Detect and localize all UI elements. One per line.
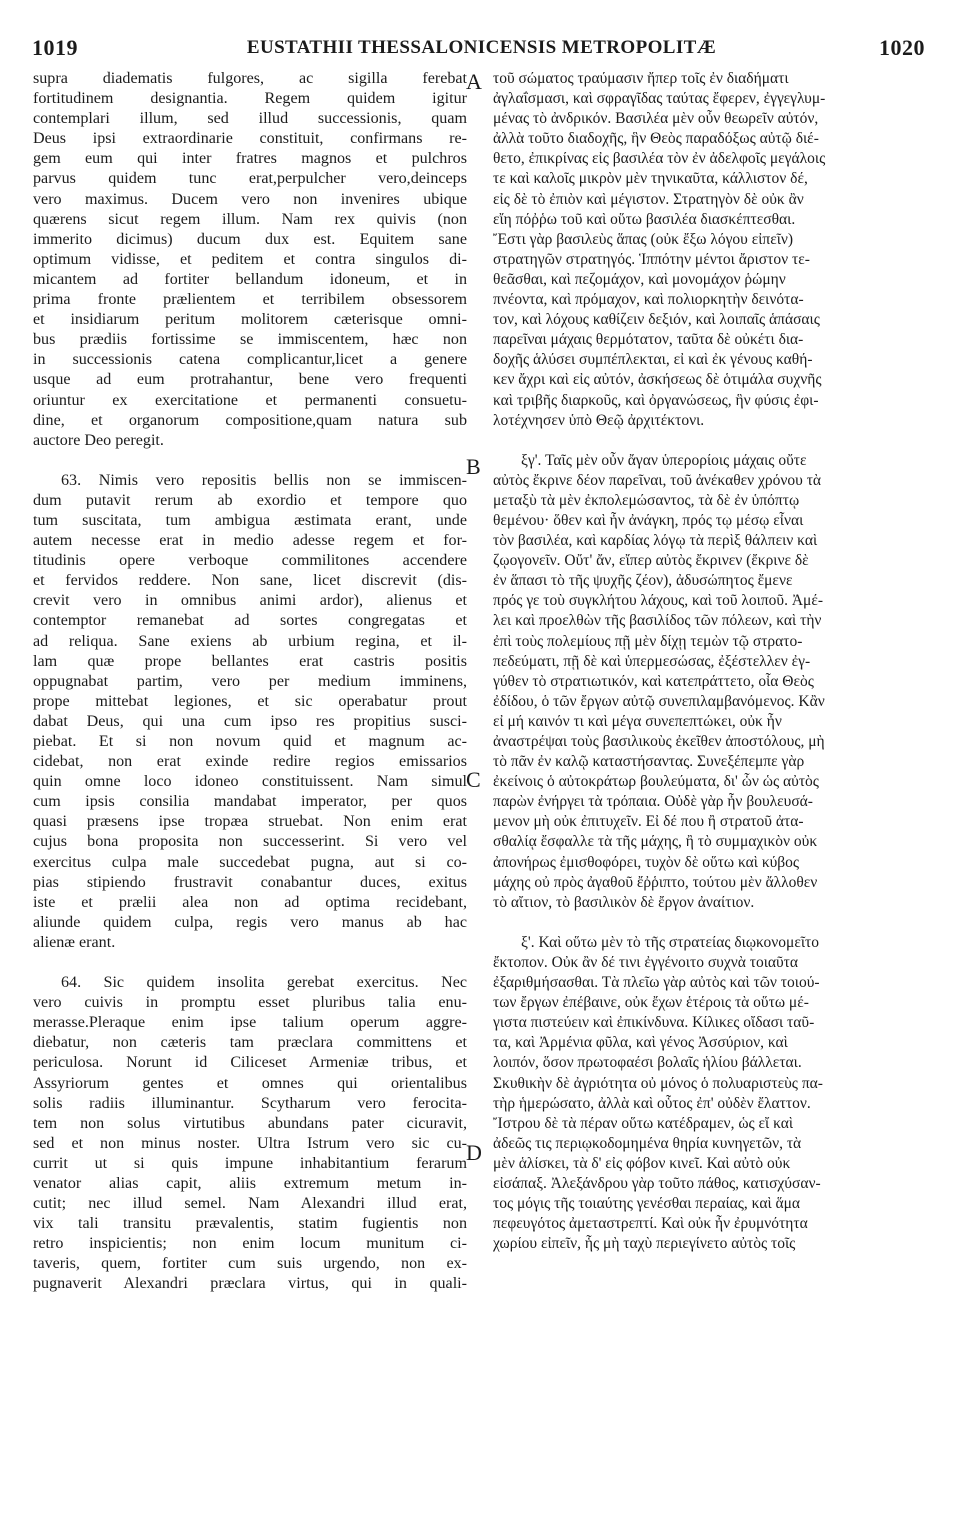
text-line: ἀπονήρως ἐμισθοφόρει, τυχὸν δὲ οὕτω καὶ κύβος: [493, 853, 800, 871]
text-line: 64. Sic quidem insolita gerebat exercitus. Nec: [61, 974, 467, 992]
margin-marker-d: D: [466, 1140, 482, 1165]
text-line: merasse.Pleraque enim ipse talium operum aggre-: [33, 1014, 467, 1032]
text-line: τος μόγις τῆς τοιαύτης γενέσθαι περαίας, καὶ ἅμα: [493, 1195, 801, 1213]
text-line: ξγ'. Ταῖς μὲν οὖν ἄγαν ὑπερορίοις μάχαις οὔτε: [521, 451, 807, 469]
text-line: θεᾶσθαι, καὶ πεζομάχον, καὶ μονομάχον ῥώμην: [493, 270, 786, 288]
text-line: quærens sicut regem illum. Nam rex quivis (non: [33, 210, 467, 228]
text-line: dum putavit rerum ab exordio et tempore quo: [33, 491, 467, 509]
text-line: immerito dicimus) ducum dux est. Equitem sane: [33, 230, 467, 248]
text-line: εἴη πόῤῥω τοῦ καὶ οὕτω βασιλέα διασκέπτεσθαι.: [493, 210, 796, 228]
text-line: 63. Nimis vero repositis bellis non se immiscen-: [61, 471, 467, 489]
text-line: bus prædiis fortissime se immiscentem, hæc non: [33, 331, 467, 349]
text-line: εἰ μή καινόν τι καὶ μέγα συνεπεπτώκει, οὐκ ἦν: [493, 712, 782, 730]
paragraph-gap: [493, 913, 927, 933]
text-line: μεταξὺ τὰ μὲν ἐκπολεμώσαντος, τὰ δὲ ἐν ὑπόπτῳ: [493, 491, 800, 509]
text-line: aliunde quidem culpa, regis vero manus ab hac: [33, 913, 467, 931]
running-title: EUSTATHII THESSALONICENSIS METROPOLITÆ: [246, 37, 717, 58]
text-line: μένας τὸ ἀνδρικόν. Βασιλέα μὲν οὖν θεωρεῖν αὐτόν,: [493, 110, 819, 128]
text-line: et insidiarum peritum molitorem cæterisque omni-: [33, 311, 467, 329]
text-line: καὶ τριβῆς διαρκοῦς, καὶ ὀργανώσεως, ἣν φύσις ἐφι-: [493, 391, 819, 409]
text-line: ad reliqua. Sane exiens ab urbium regina, et il-: [33, 632, 467, 650]
greek-column: [493, 69, 927, 1254]
text-line: pugnaverit Alexandri præclara virtus, qui in quali-: [33, 1275, 467, 1293]
text-line: exercitus culpa male succedebat pugna, aut si co-: [33, 853, 467, 871]
text-line: Ἴστρου δὲ τὰ πέραν οὕτω κατέδραμεν, ὡς εἴ καὶ: [493, 1114, 794, 1132]
text-line: iste et prælii alea non ad optima recidebant,: [33, 893, 467, 911]
text-line: parvus quidem tunc erat,perpulcher vero,deinceps: [33, 170, 467, 188]
text-line: cum ipsis consilia mandabat imperator, per quos: [33, 793, 467, 811]
latin-paragraph: [33, 973, 467, 1295]
text-line: solis radiis illuminantur. Scytharum vero ferocita-: [33, 1094, 467, 1112]
text-line: tem non solus virtutibus abundans pater cicuravit,: [33, 1114, 467, 1132]
text-line: tum suscitata, tum ambigua æstimata erant, unde: [33, 511, 467, 529]
text-line: prope mittebat legiones, et sic operabatur prout: [33, 692, 467, 710]
text-line: λοτέχνησεν ὑπὸ Θεῷ ἀρχιτέκτονι.: [493, 411, 705, 429]
text-line: εἰσάπαξ. Ἀλεξάνδρου γὰρ τοῦτο πάθος, κατισχύσαν-: [493, 1174, 821, 1192]
text-line: cidebat, non erat exinde redire regios emissarios: [33, 753, 467, 771]
text-line: dabat Deus, qui una cum ipso res propitius susci-: [33, 712, 467, 730]
text-line: autem necesse erat in medio adesse regem et for-: [33, 532, 467, 550]
text-line: παρεῖναι μάχαις θερμότατον, ταῦτα δὲ οὐκέτι δια-: [493, 331, 804, 349]
text-line: γιστα πιστεύειν καὶ ἐπικίνδυνα. Κίλικες οἴδασι ταῦ-: [493, 1014, 815, 1032]
text-line: πνέοντα, καὶ πρόμαχον, καὶ πολιορκητὴν δεινότα-: [493, 291, 804, 309]
text-line: ἐξαριθμήσασθαι. Τὰ πλεῖω γὰρ αὐτὸς καὶ τῶν τοιού-: [493, 974, 820, 992]
text-line: supra diadematis fulgores, ac sigilla ferebat: [33, 70, 467, 87]
paragraph-gap: [493, 431, 927, 451]
text-line: ἐπὶ τοὺς πολεμίους πῇ μὲν δίχῃ τεμὼν τῷ στρατο-: [493, 632, 803, 650]
text-line: τὸ πᾶν ἐν καλῷ καταστήσαντας. Συνεξέπεμπε γὰρ: [493, 753, 805, 771]
text-line: alienæ erant.: [33, 933, 116, 951]
text-line: gem eum qui inter fratres magnos et pulchros: [33, 150, 467, 168]
text-line: μάχης οὐ πρὸς ἀγαθοῦ ἔῤῥιπτο, τούτου μὲν ἄλλοθεν: [493, 873, 818, 891]
text-line: δοχῆς ἁλύσει συμπέπλεκται, εἰ καὶ ἐκ γένους καθή-: [493, 351, 813, 369]
text-line: Ἔστι γὰρ βασιλεὺς ἅπας (οὐκ ἔξω λόγου εἰπεῖν): [493, 230, 794, 248]
text-line: θετο, ἐπικρίνας εἰς βασιλέα τὸν ἐν ἀδελφοῖς μεγάλοις: [493, 150, 826, 168]
text-line: παρὼν ἐνήργει τὰ τρόπαια. Οὐδὲ γὰρ ἦν βουλευσά-: [493, 793, 813, 811]
page-number-left: 1019: [32, 35, 78, 60]
page-number-right: 1020: [879, 35, 925, 60]
text-line: τον, καὶ λόχους καθίζειν δεξιόν, καὶ λοιπαῖς ἁπάσαις: [493, 311, 820, 329]
text-line: retro inspicientis; non enim locum munitum ci-: [33, 1235, 467, 1253]
text-line: quin omne loco idoneo constituissent. Nam simul: [33, 773, 467, 791]
text-line: micantem ad fortiter bellandum idoneum, et in: [33, 270, 467, 288]
text-line: ἀναστρέψαι τοὺς βασιλικοὺς ἐκεῖθεν ἀποστόλους, μὴ: [493, 733, 825, 750]
text-line: fortitudinem designantia. Regem quidem igitur: [33, 90, 467, 108]
margin-marker-c: C: [466, 767, 481, 792]
text-line: titudinis opere verboque commilitones accendere: [33, 552, 467, 570]
text-line: Assyriorum gentes et omnes qui orientalibus: [33, 1074, 467, 1092]
latin-paragraph: [33, 69, 467, 451]
text-line: κεν ἄχρι καὶ εἰς αὐτόν, ἀσκήσεως δὲ ὁτιμάλα συχνῆς: [493, 371, 822, 389]
text-line: et fervidos reddere. Non sane, licet discrevit (dis-: [33, 572, 467, 590]
text-line: periculosa. Norunt id Ciliceset Armeniæ tribus, et: [33, 1054, 467, 1072]
text-line: venator alias capit, aliis extremum metum in-: [33, 1174, 467, 1192]
text-line: quasi præsens ipse tropæa struebat. Non enim erat: [33, 813, 467, 831]
text-line: vero cuivis in promptu esset pluribus talia enu-: [33, 994, 467, 1012]
latin-paragraph: [33, 471, 467, 953]
text-line: πεφευγότος ἀμεταστρεπτί. Καὶ οὐκ ἦν ἐρυμνότητα: [493, 1215, 808, 1233]
text-line: πρός γε τοὺ συγκλήτου λάχους, καὶ τοῦ λοιποῦ. Ἀμέ-: [493, 592, 823, 610]
text-line: γύθεν τὸ στρατιωτικόν, καὶ κατεπράττετο, οἷα Θεὸς: [493, 672, 814, 690]
text-line: πεδεύματι, πῇ δὲ καὶ ὑπερμεσώσας, ἐξέστελλεν ἐγ-: [493, 652, 811, 670]
text-line: crevit vero in omnibus animi ardor), alienus et: [33, 592, 467, 610]
text-line: usque ad eum protrahantur, bene vero frequenti: [33, 371, 467, 389]
text-line: dine, et organorum compositione,quam natura sub: [33, 411, 467, 429]
paragraph-gap: [33, 451, 467, 471]
text-line: cujus bona proposita non successerint. Si vero vel: [33, 833, 467, 851]
text-line: contemplari illum, sed illud successionis, quam: [33, 110, 467, 128]
text-line: cutit; nec illud semel. Nam Alexandri illud erat,: [33, 1195, 467, 1213]
text-line: χωρίου εἰπεῖν, ἧς μὴ ταχὺ περιεγίνετο αὐτὸς τοῖς: [493, 1235, 796, 1253]
text-line: τὸν βασιλέα, καὶ καρδίας λόγῳ τὰ περὶξ θάλπειν καὶ: [493, 532, 818, 550]
text-line: τὸ αἴτιον, τὸ βασιλικὸν δὲ ἔργον ἀναίτιον.: [493, 893, 755, 911]
text-line: ἀγλαΐσμασι, καὶ σφραγῖδας ταύτας ἔφερεν, ἐγγεγλυμ-: [493, 90, 826, 108]
text-line: currit ut si quis impune inhabitantium ferarum: [33, 1154, 467, 1172]
greek-paragraph: [493, 933, 927, 1255]
text-line: ἐκείνοις ὁ αὐτοκράτωρ βουλεύματα, δι' ὧν ὡς αὐτὸς: [493, 773, 819, 791]
text-line: στρατηγῶν στρατηγός. Ἱππότην μέντοι ἄριστον τε-: [493, 250, 810, 268]
text-line: ἐν ἅπασι τὸ τῆς ψυχῆς ζέον), ἀδυσώπητος ἔμενε: [493, 572, 793, 590]
greek-paragraph: [493, 451, 927, 913]
text-line: ἀδεῶς τις περιῳκοδομημένα θηρία κυνηγετῶν, τὰ: [493, 1134, 802, 1152]
text-line: αὐτὸς ἔκρινε δέον παρεῖναι, τοῦ ἀνέκαθεν χρόνου τὰ: [493, 471, 822, 489]
text-line: vix tali transitu prævalentis, statim fugientis non: [33, 1215, 467, 1233]
text-line: μὲν ἁλίσκει, τὰ δ' εἰς φόβον κινεῖ. Καὶ αὐτὸ οὐκ: [493, 1154, 791, 1172]
text-line: vero maximus. Ducem vero non invenires ubique: [33, 190, 467, 208]
text-line: prima fronte prælientem et terribilem obsessorem: [33, 291, 467, 309]
paragraph-gap: [33, 953, 467, 973]
text-line: Σκυθικὴν δὲ ἀγριότητα οὐ μόνος ὁ πολυαριστεὺς πα-: [493, 1074, 823, 1092]
text-line: contemptor remanebat ad sortes congregatas et: [33, 612, 467, 630]
text-line: ἀλλὰ τοῦτο διαδοχῆς, ἣν Θεὸς παραδόξως αὐτῷ διέ-: [493, 130, 819, 148]
text-line: τε καὶ καλοῖς μικρὸν μὲν τηνικαῦτα, κάλλιστον δέ,: [493, 170, 808, 188]
text-line: diebatur, non cæteris tam præclara committens et: [33, 1034, 467, 1052]
page-header: [0, 32, 963, 68]
text-line: λοιπόν, ὅσον πρωτοφαέσι βολαῖς ἡλίου βάλλεται.: [493, 1054, 802, 1072]
margin-marker-a: A: [466, 69, 482, 94]
latin-column: [33, 69, 467, 1295]
text-line: ἐδίδου, ὁ τῶν ἔργων αὐτῷ συνεπιλαμβανόμενος. Κἂν: [493, 692, 825, 710]
text-line: oriuntur ex exercitatione et permanenti consuetu-: [33, 391, 467, 409]
text-line: optimum vidisse, et peditem et contra singulos di-: [33, 250, 467, 268]
text-line: sed et non minus noster. Ultra Istrum vero sic cu-: [33, 1134, 467, 1152]
text-line: εἰς δὲ τὸ ἐπιὸν καὶ μέγιστον. Στρατηγὸν δὲ οὐκ ἂν: [493, 190, 804, 208]
text-line: lam quæ prope bellantes erat castris positis: [33, 652, 467, 670]
text-line: θεμένου· ὅθεν καὶ ἦν ἀνάγκη, πρός τῳ μέσῳ εἶναι: [493, 511, 804, 529]
text-line: τὴρ ἡμερώσατο, ἀλλὰ καὶ οὗτος ἐπ' οὐδὲν ἔλαττον.: [493, 1094, 811, 1112]
text-line: λει καὶ προελθὼν τῆς βασιλίδος τῶν πόλεων, καὶ τὴν: [493, 612, 822, 630]
greek-paragraph: [493, 69, 927, 431]
text-line: ζῳογονεῖν. Οὔτ' ἄν, εἴπερ αὐτὸς ἔκρινεν (ἔκρινε δὲ: [493, 552, 809, 570]
text-line: τοῦ σώματος τραύμασιν ἤπερ τοῖς ἐν διαδήματι: [493, 70, 789, 87]
text-line: auctore Deo peregit.: [33, 431, 164, 449]
text-line: σθαλίᾳ ἔσφαλλε τὰ τῆς μάχης, ἢ τὸ συμμαχικὸν οὐκ: [493, 833, 818, 851]
text-line: των ἔργων ἐπέβαινε, οὐκ ἔχων ἑτέροις τὰ οὕτω μέ-: [493, 994, 809, 1012]
margin-marker-b: B: [466, 454, 481, 479]
text-line: piebat. Et si non novum quid et magnum ac-: [33, 733, 467, 750]
text-line: Deus ipsi extraordinarie constituit, confirmans re-: [33, 130, 467, 148]
text-line: taveris, quem, fortiter cum suis urgendo, non ex-: [33, 1255, 467, 1273]
text-line: in successionis catena complicantur,licet a genere: [33, 351, 467, 369]
text-line: τα, καὶ Ἀρμένια φῦλα, καὶ γένος Ἀσσύριον, καὶ: [493, 1034, 788, 1052]
text-line: μενον μὴ οὐκ ἐπιτυχεῖν. Εἰ δέ που ἢ στρατοῦ ἀτα-: [493, 813, 804, 831]
text-line: oppugnabat partim, vero per medium imminens,: [33, 672, 467, 690]
text-line: ἔκτοπον. Οὐκ ἂν δέ τινι ἐγγένοιτο συχνὰ τοιαῦτα: [493, 953, 799, 971]
text-line: pias stipiendo frustravit conabantur duces, exitus: [33, 873, 467, 891]
text-line: ξ'. Καὶ οὕτω μὲν τὸ τῆς στρατείας διῳκονομεῖτο: [521, 933, 819, 951]
